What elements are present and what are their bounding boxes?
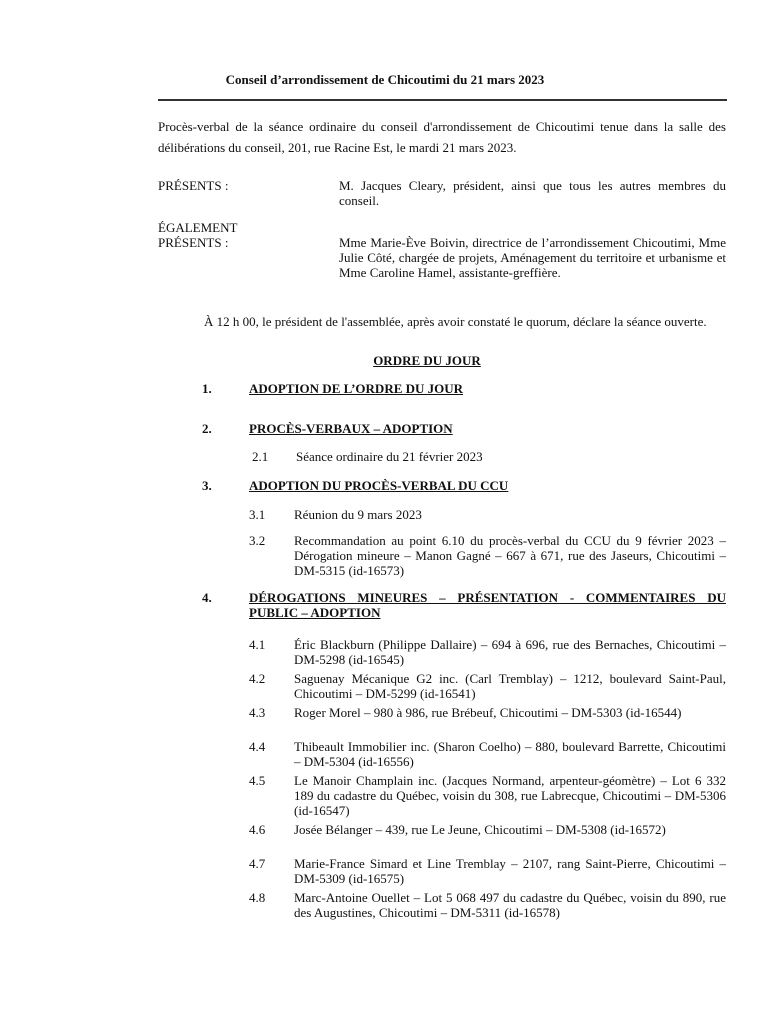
- presents-value: M. Jacques Cleary, président, ainsi que tous les autres membres du conseil.: [339, 178, 726, 208]
- agenda-subitem-number: 4.6: [249, 822, 266, 837]
- agenda-subitem-number: 4.7: [249, 856, 266, 871]
- agenda-item-number: 2.: [202, 421, 212, 436]
- agenda-subitem-number: 2.1: [252, 449, 269, 464]
- agenda-subitem-text: Thibeault Immobilier inc. (Sharon Coelho) – 880, boulevard Barrette, Chicoutimi – DM-5304 (id-16556): [294, 739, 726, 769]
- agenda-item-title: ADOPTION DE L’ORDRE DU JOUR: [249, 381, 464, 396]
- ordre-du-jour-title: ORDRE DU JOUR: [373, 353, 481, 368]
- agenda-subitem-text: Josée Bélanger – 439, rue Le Jeune, Chicoutimi – DM-5308 (id-16572): [294, 822, 666, 837]
- agenda-subitem-number: 4.4: [249, 739, 266, 754]
- agenda-subitem-text: Marc-Antoine Ouellet – Lot 5 068 497 du cadastre du Québec, voisin du 890, rue des Augustines, Chicoutimi – DM-5311 (id-16578): [294, 890, 726, 920]
- agenda-subitem-number: 4.2: [249, 671, 266, 686]
- agenda-subitem-number: 3.2: [249, 533, 266, 548]
- agenda-subitem-number: 4.8: [249, 890, 266, 905]
- agenda-item-title: PROCÈS-VERBAUX – ADOPTION: [249, 421, 453, 436]
- egalement-label-line2: PRÉSENTS :: [158, 235, 229, 250]
- agenda-subitem-text: Saguenay Mécanique G2 inc. (Carl Tremblay) – 1212, boulevard Saint-Paul, Chicoutimi – DM-5299 (id-16541): [294, 671, 726, 701]
- agenda-subitem-text: Recommandation au point 6.10 du procès-verbal du CCU du 9 février 2023 – Dérogation mineure – Manon Gagné – 667 à 671, rue des Jaseurs, Chicoutimi – DM-5315 (id-16573): [294, 533, 726, 578]
- agenda-subitem-number: 4.5: [249, 773, 266, 788]
- agenda-item-title: DÉROGATIONS MINEURES – PRÉSENTATION - COMMENTAIRES DU PUBLIC – ADOPTION: [249, 590, 726, 620]
- agenda-item-number: 4.: [202, 590, 212, 605]
- egalement-label-line1: ÉGALEMENT: [158, 220, 238, 235]
- agenda-item-number: 1.: [202, 381, 212, 396]
- agenda-subitem-number: 4.1: [249, 637, 266, 652]
- egalement-value: Mme Marie-Ève Boivin, directrice de l’arrondissement Chicoutimi, Mme Julie Côté, chargée de projets, Aménagement du territoire et urbanisme et Mme Caroline Hamel, assistante-greffière.: [339, 235, 726, 280]
- agenda-item-title: ADOPTION DU PROCÈS-VERBAL DU CCU: [249, 478, 509, 493]
- document-title: Conseil d’arrondissement de Chicoutimi du 21 mars 2023: [225, 72, 545, 87]
- agenda-subitem-text: Réunion du 9 mars 2023: [294, 507, 422, 522]
- agenda-subitem-text: Marie-France Simard et Line Tremblay – 2107, rang Saint-Pierre, Chicoutimi – DM-5309 (id-16575): [294, 856, 726, 886]
- ouverture-paragraph: À 12 h 00, le président de l'assemblée, après avoir constaté le quorum, déclare la séance ouverte.: [204, 314, 707, 329]
- agenda-subitem-number: 4.3: [249, 705, 266, 720]
- agenda-subitem-text: Éric Blackburn (Philippe Dallaire) – 694 à 696, rue des Bernaches, Chicoutimi – DM-5298 (id-16545): [294, 637, 726, 667]
- agenda-subitem-text: Le Manoir Champlain inc. (Jacques Normand, arpenteur-géomètre) – Lot 6 332 189 du cadastre du Québec, voisin du 308, rue Labrecque, Chicoutimi – DM-5306 (id-16547): [294, 773, 726, 818]
- title-divider: [158, 99, 727, 101]
- agenda-subitem-text: Roger Morel – 980 à 986, rue Brébeuf, Chicoutimi – DM-5303 (id-16544): [294, 705, 682, 720]
- agenda-item-number: 3.: [202, 478, 212, 493]
- agenda-subitem-number: 3.1: [249, 507, 266, 522]
- agenda-subitem-text: Séance ordinaire du 21 février 2023: [296, 449, 483, 464]
- presents-label: PRÉSENTS :: [158, 178, 229, 193]
- intro-paragraph: Procès-verbal de la séance ordinaire du conseil d'arrondissement de Chicoutimi tenue dans la salle des délibérations du conseil, 201, rue Racine Est, le mardi 21 mars 2023.: [158, 119, 726, 155]
